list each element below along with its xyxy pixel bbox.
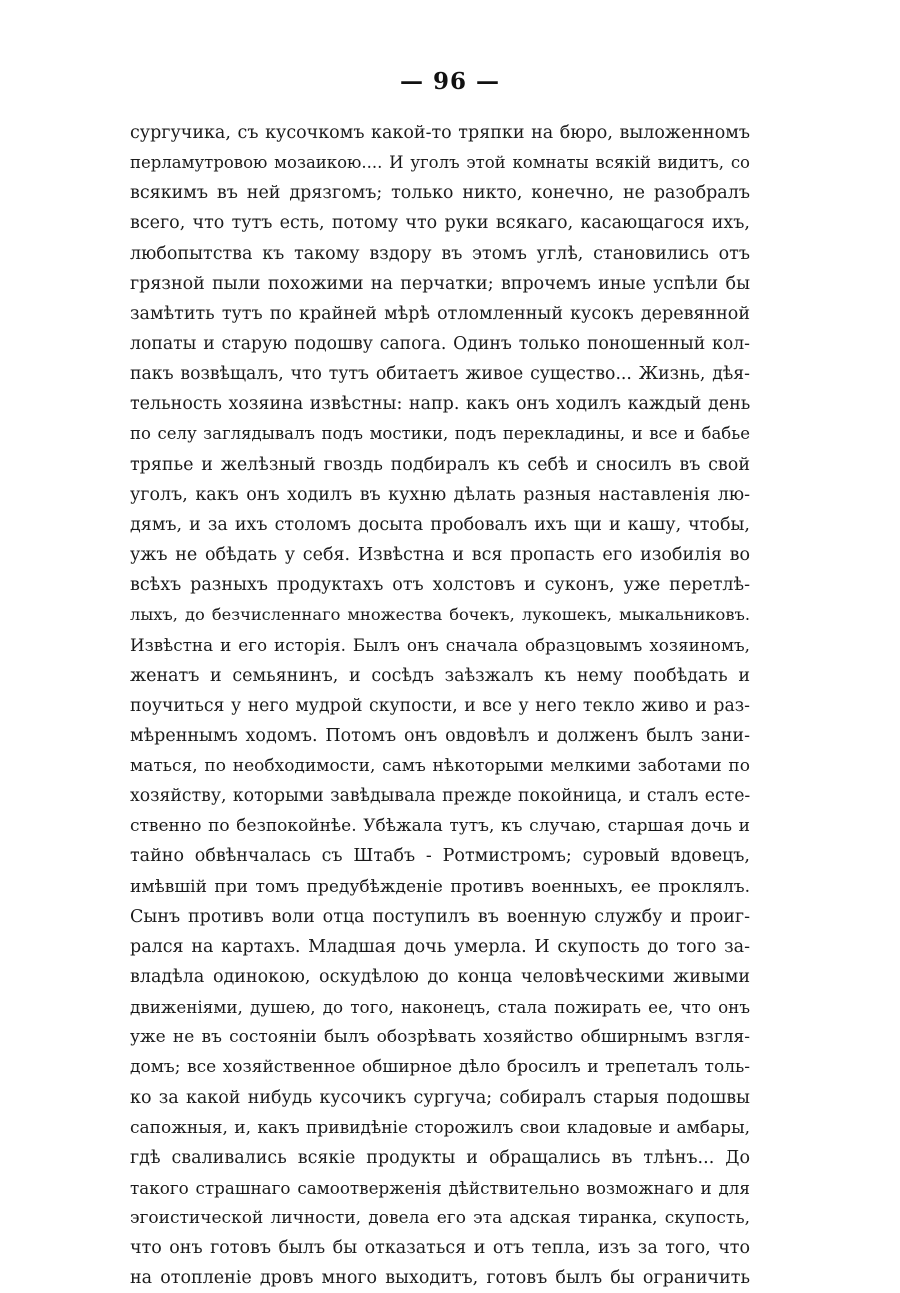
text-line: пакъ возвѣщалъ, что тутъ обитаетъ живое существо... Жизнь, дѣя- [130, 364, 750, 385]
text-line: движеніями, душею, до того, наконецъ, стала пожирать ее, что онъ [130, 997, 750, 1018]
text-line: всего, что тутъ есть, потому что руки всякаго, касающагося ихъ, [130, 213, 750, 234]
text-line: замѣтить тутъ по крайней мѣрѣ отломленный кусокъ деревянной [130, 303, 750, 324]
text-line: такого страшнаго самоотверженія дѣйствительно возможнаго и для [130, 1177, 750, 1198]
text-line: хозяйству, которыми завѣдывала прежде покойница, и сталъ есте- [130, 786, 750, 807]
text-line: эгоистической личности, довела его эта адская тиранка, скупость, [130, 1208, 750, 1229]
text-line: Извѣстна и его исторія. Былъ онъ сначала образцовымъ хозяиномъ, [130, 635, 750, 656]
page-number: — 96 — [399, 68, 501, 95]
text-line: домъ; все хозяйственное обширное дѣло бросилъ и трепеталъ толь- [130, 1057, 750, 1078]
text-line: женатъ и семьянинъ, и сосѣдъ заѣзжалъ къ нему пообѣдать и [130, 665, 750, 686]
text-line: сургучика, съ кусочкомъ какой-то тряпки на бюро, выложенномъ [130, 123, 750, 143]
text-line: тельность хозяина извѣстны: напр. какъ онъ ходилъ каждый день [130, 394, 750, 415]
text-line: маться, по необходимости, самъ нѣкоторыми мелкими заботами по [130, 755, 750, 776]
text-line: рался на картахъ. Младшая дочь умерла. И скупость до того за- [130, 936, 750, 957]
text-line: всѣхъ разныхъ продуктахъ отъ холстовъ и суконъ, уже перетлѣ- [130, 575, 750, 596]
body-text [130, 118, 750, 1293]
text-line: уголъ, какъ онъ ходилъ въ кухню дѣлать разныя наставленія лю- [130, 484, 750, 505]
text-line: на отопленіе дровъ много выходитъ, готовъ былъ бы ограничить [130, 1268, 750, 1289]
text-line: лыхъ, до безчисленнаго множества бочекъ, лукошекъ, мыкальниковъ. [130, 605, 750, 625]
text-line: сапожныя, и, какъ привидѣніе сторожилъ свои кладовые и амбары, [130, 1117, 750, 1138]
text-line: тайно обвѣнчалась съ Штабъ - Ротмистромъ; суровый вдовецъ, [130, 846, 750, 867]
text-line: грязной пыли похожими на перчатки; впрочемъ иные успѣли бы [130, 273, 750, 294]
text-line: перламутровою мозаикою.... И уголъ этой комнаты всякій видитъ, со [130, 153, 750, 173]
text-line: Сынъ противъ воли отца поступилъ въ военную службу и проиг- [130, 906, 750, 927]
text-line: поучиться у него мудрой скупости, и все у него текло живо и раз- [130, 695, 750, 716]
text-line: любопытства къ такому вздору въ этомъ углѣ, становились отъ [130, 243, 750, 264]
text-line: уже не въ состояніи былъ обозрѣвать хозяйство обширнымъ взгля- [130, 1027, 750, 1048]
text-line: что онъ готовъ былъ бы отказаться и отъ тепла, изъ за того, что [130, 1238, 750, 1259]
text-line: ко за какой нибудь кусочикъ сургуча; собиралъ старыя подошвы [130, 1087, 750, 1108]
text-line: владѣла одинокою, оскудѣлою до конца человѣческими живыми [130, 966, 750, 987]
text-line: по селу заглядывалъ подъ мостики, подъ перекладины, и все и бабье [130, 424, 750, 444]
text-line: лопаты и старую подошву сапога. Одинъ только поношенный кол- [130, 333, 750, 354]
text-line: имѣвшій при томъ предубѣжденіе противъ военныхъ, ее проклялъ. [130, 876, 750, 897]
text-line: тряпье и желѣзный гвоздь подбиралъ къ себѣ и сносилъ въ свой [130, 454, 750, 475]
text-line: всякимъ въ ней дрязгомъ; только никто, конечно, не разобралъ [130, 183, 750, 204]
text-line: ственно по безпокойнѣе. Убѣжала тутъ, къ случаю, старшая дочь и [130, 816, 750, 837]
text-line: дямъ, и за ихъ столомъ досыта пробовалъ ихъ щи и кашу, чтобы, [130, 514, 750, 535]
text-line: гдѣ сваливались всякіе продукты и обращались въ тлѣнъ... До [130, 1147, 750, 1168]
text-line: ужъ не обѣдать у себя. Извѣстна и вся пропасть его изобилія во [130, 544, 750, 565]
text-line: мѣреннымъ ходомъ. Потомъ онъ овдовѣлъ и долженъ былъ зани- [130, 725, 750, 746]
